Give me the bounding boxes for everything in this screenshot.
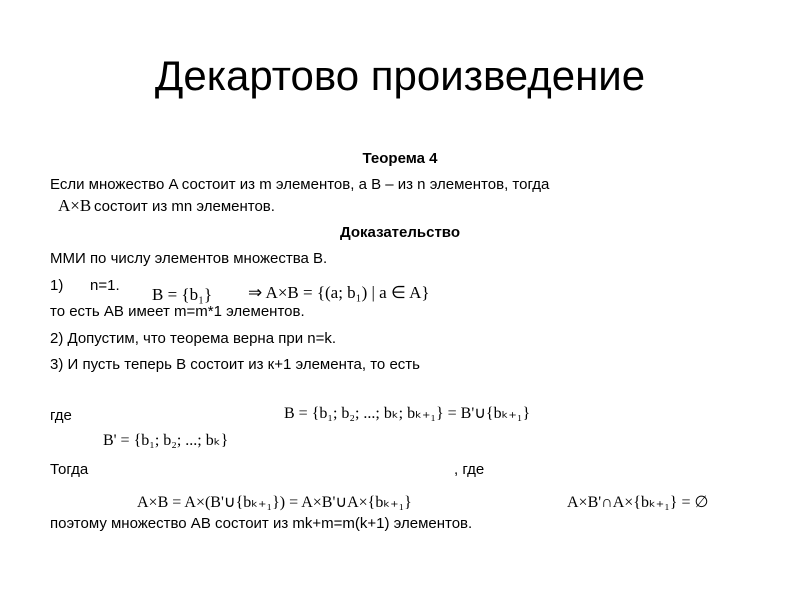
step1-formula-b: B = {b₁} (152, 285, 213, 304)
proof-heading: Доказательство (340, 224, 460, 241)
theorem-text-line1: Если множество A состоит из m элементов, а B – из n элементов, тогда (50, 176, 550, 193)
mmi-line: ММИ по числу элементов множества В. (50, 250, 328, 267)
formula-b-full: B = {b₁; b₂; ...; bₖ; bₖ₊₁} = B'∪{bₖ₊₁} (284, 405, 531, 422)
slide-title: Декартово произведение (154, 52, 646, 99)
step2: 2) Допустим, что теорема верна при n=k. (50, 330, 337, 347)
formula-intersection: A×B'∩A×{bₖ₊₁} = ∅ (567, 494, 709, 511)
formula-b-prime: B' = {b₁; b₂; ...; bₖ} (103, 432, 229, 449)
where-label: где (50, 407, 72, 424)
formula-ab-expand: A×B = A×(B'∪{bₖ₊₁}) = A×B'∪A×{bₖ₊₁} (137, 494, 412, 511)
step1-result: то есть AB имеет m=m*1 элементов. (50, 303, 305, 320)
conclusion: поэтому множество AB состоит из mk+m=m(k+1) элементов. (50, 515, 473, 532)
then-label: Тогда (50, 461, 89, 478)
step3: 3) И пусть теперь B состоит из к+1 элемента, то есть (50, 356, 420, 373)
then-where: , где (454, 461, 485, 478)
step1-formula-ab: ⇒ A×B = {(a; b₁) | a ∈ A} (248, 283, 430, 302)
theorem-text-line2: состоит из mn элементов. (94, 198, 275, 215)
theorem-formula-axb: A×B (58, 196, 92, 215)
step1-label: 1) (50, 277, 64, 294)
step1-value: n=1. (90, 277, 120, 294)
theorem-heading: Теорема 4 (362, 150, 438, 167)
